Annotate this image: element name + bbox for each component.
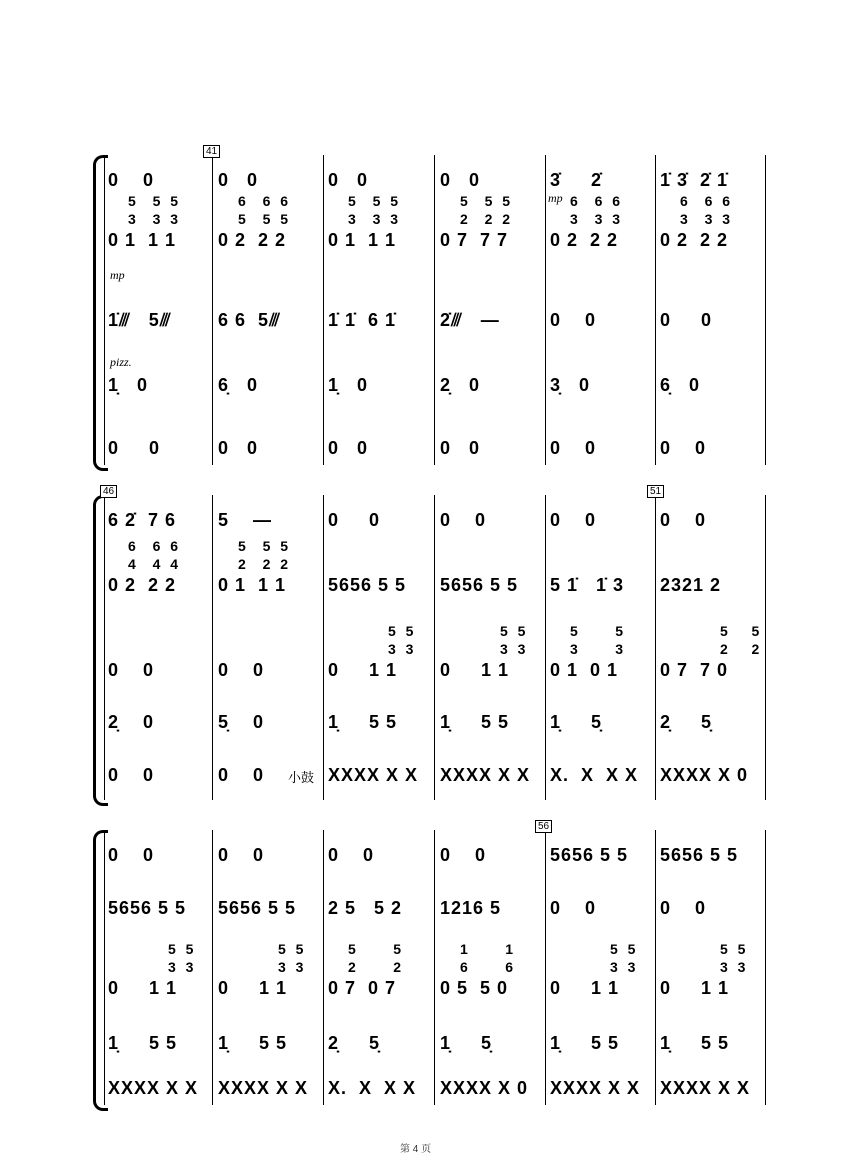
measure-cell: 1̣ 0 — [108, 375, 149, 395]
measure-cell: 6 6 5⫻ — [218, 310, 281, 330]
measure-cell: 1̣ 5 5 — [108, 1033, 178, 1053]
measure-cell: 2̇⫻ — — [440, 310, 500, 330]
measure-cell: 5656 5 5 — [108, 898, 187, 918]
measure-cell: 0 0 — [660, 510, 707, 530]
chord-stack: 5 5 3 3 — [720, 941, 749, 975]
measure-cell: 1̣ 5 5 — [218, 1033, 288, 1053]
chord-stack: 5 5 3 3 — [610, 941, 639, 975]
instrument-label: 小鼓 — [288, 770, 315, 785]
measure-cell: XXXX X X — [108, 1078, 199, 1098]
measure-cell: 5656 5 5 — [660, 845, 739, 865]
measure-cell: XXXX X X — [218, 1078, 309, 1098]
chord-stack: 5 5 3 3 — [168, 941, 197, 975]
measure-cell: 0 0 — [660, 438, 707, 458]
measure-cell: 0 0 — [108, 170, 155, 190]
measure-cell: 0 0 — [550, 310, 597, 330]
measure-cell: 0 0 — [550, 510, 597, 530]
chord-stack: 5 5 5 3 3 3 — [348, 193, 402, 227]
measure-cell: 0 1 1 — [108, 978, 178, 998]
measure-cell: 5 — — [218, 510, 273, 530]
system-line — [104, 830, 105, 1105]
measure-cell: 0 0 — [440, 510, 487, 530]
system-brace — [93, 155, 108, 471]
barline — [212, 155, 213, 465]
measure-number: 56 — [535, 820, 552, 833]
measure-cell: 5656 5 5 — [328, 575, 407, 595]
barline — [323, 830, 324, 1105]
measure-cell: 1̣ 5 5 — [660, 1033, 730, 1053]
system-line — [104, 495, 105, 800]
measure-cell: X. X X X — [328, 1078, 417, 1098]
measure-cell: 5656 5 5 — [550, 845, 629, 865]
measure-cell: XXXX X X — [328, 765, 419, 785]
measure-cell: 0 1 1 — [660, 978, 730, 998]
measure-cell: 2̣ 0 — [108, 712, 155, 732]
measure-number: 46 — [100, 485, 117, 498]
measure-cell: 0 0 — [108, 438, 161, 458]
measure-cell: 0 0 — [440, 438, 481, 458]
measure-cell: 0 1 1 — [440, 660, 510, 680]
measure-cell: XXXX X X — [660, 1078, 751, 1098]
barline — [434, 495, 435, 800]
measure-cell: 0 2 2 2 — [108, 575, 177, 595]
measure-cell: 0 0 — [108, 845, 155, 865]
measure-cell: 0 1 1 1 — [218, 575, 287, 595]
barline — [434, 830, 435, 1105]
measure-cell: 0 0 — [550, 438, 597, 458]
measure-cell: 5656 5 5 — [218, 898, 297, 918]
measure-cell: 6̣ 0 — [218, 375, 259, 395]
measure-cell: 0 1 1 — [328, 660, 398, 680]
measure-cell: 2̣ 5̣ — [660, 712, 713, 732]
chord-stack: 6 6 6 5 5 5 — [238, 193, 292, 227]
measure-cell: 0 0 — [218, 170, 259, 190]
barline — [765, 495, 766, 800]
measure-cell: 0 0 — [218, 660, 265, 680]
chord-stack: 5 5 5 3 3 3 — [128, 193, 182, 227]
measure-cell: 0 0 — [218, 765, 265, 785]
measure-cell: 0 0 — [660, 310, 713, 330]
measure-cell: 1216 5 — [440, 898, 502, 918]
chord-stack: 5 5 2 2 — [720, 623, 763, 657]
system-brace — [93, 495, 108, 806]
measure-cell: XXXX X X — [550, 1078, 641, 1098]
measure-cell: 2̣ 0 — [440, 375, 481, 395]
system-brace — [93, 830, 108, 1111]
measure-cell: 0 5 5 0 — [440, 978, 509, 998]
chord-stack: 5 5 3 3 — [570, 623, 627, 657]
barline — [545, 155, 546, 465]
chord-stack: 5 5 3 3 — [500, 623, 529, 657]
measure-cell: 5656 5 5 — [440, 575, 519, 595]
measure-cell: 1̇ 1̇ 6 1̇ — [328, 310, 397, 330]
barline — [655, 155, 656, 465]
measure-cell: 0 7 0 7 — [328, 978, 397, 998]
measure-cell: 3̣ 0 — [550, 375, 591, 395]
measure-cell: 0 0 — [218, 438, 259, 458]
barline — [323, 495, 324, 800]
measure-cell: X. X X X — [550, 765, 639, 785]
page-footer: 第 4 页 — [400, 1144, 432, 1155]
measure-cell: 0 1 1 1 — [108, 230, 177, 250]
measure-cell: 0 0 — [108, 765, 155, 785]
measure-cell: 0 2 2 2 — [550, 230, 619, 250]
measure-cell: 0 0 — [108, 660, 155, 680]
measure-cell: 0 7 7 7 — [440, 230, 509, 250]
chord-stack: 6 6 6 4 4 4 — [128, 538, 182, 572]
barline — [765, 155, 766, 465]
chord-stack: 5 5 5 2 2 2 — [238, 538, 292, 572]
measure-cell: 0 1 1 1 — [328, 230, 397, 250]
dynamic-mark: mp — [548, 191, 563, 205]
measure-cell: 3̇ 2̇ — [550, 170, 603, 190]
measure-cell: 1̣ 5 5 — [550, 1033, 620, 1053]
measure-cell: 0 1 0 1 — [550, 660, 619, 680]
barline — [655, 830, 656, 1105]
barline — [655, 495, 656, 800]
measure-cell: 2̣ 5̣ — [328, 1033, 381, 1053]
measure-cell: 5 1̇ 1̇ 3 — [550, 575, 625, 595]
measure-cell: 0 7 7 0 — [660, 660, 729, 680]
barline — [323, 155, 324, 465]
chord-stack: 6 6 6 3 3 3 — [680, 193, 734, 227]
barline — [212, 495, 213, 800]
measure-cell: 0 0 — [440, 170, 481, 190]
measure-cell: 0 0 — [660, 898, 707, 918]
barline — [212, 830, 213, 1105]
dynamic-mark: mp — [110, 268, 125, 282]
measure-number: 41 — [203, 145, 220, 158]
measure-cell: 1̣ 5̣ — [440, 1033, 493, 1053]
measure-cell: 2321 2 — [660, 575, 722, 595]
measure-cell: 1̇⫻ 5⫻ — [108, 310, 172, 330]
measure-cell: 0 0 — [218, 845, 265, 865]
chord-stack: 5 5 2 2 — [348, 941, 405, 975]
barline — [434, 155, 435, 465]
measure-cell: 0 0 — [550, 898, 597, 918]
measure-cell: 0 0 — [328, 510, 381, 530]
measure-cell: 0 2 2 2 — [660, 230, 729, 250]
chord-stack: 1 1 6 6 — [460, 941, 517, 975]
measure-cell: 2 5 5 2 — [328, 898, 403, 918]
chord-stack: 5 5 5 2 2 2 — [460, 193, 514, 227]
measure-cell: XXXX X 0 — [660, 765, 749, 785]
barline — [765, 830, 766, 1105]
chord-stack: 6 6 6 3 3 3 — [570, 193, 624, 227]
measure-cell: 0 0 — [328, 170, 369, 190]
measure-number: 51 — [647, 485, 664, 498]
measure-cell: 1̣ 5̣ — [550, 712, 603, 732]
measure-cell: 1̣ 5 5 — [440, 712, 510, 732]
measure-cell: 1̇ 3̇ 2̇ 1̇ — [660, 170, 729, 190]
measure-cell: 0 0 — [328, 438, 369, 458]
measure-cell: 1̣ 0 — [328, 375, 369, 395]
measure-cell: 5̣ 0 — [218, 712, 265, 732]
measure-cell: 0 1 1 — [218, 978, 288, 998]
system-line — [104, 155, 105, 465]
measure-cell: XXXX X X — [440, 765, 531, 785]
pizz-mark: pizz. — [110, 355, 132, 369]
measure-cell: 0 2 2 2 — [218, 230, 287, 250]
measure-cell: 0 0 — [328, 845, 375, 865]
barline — [545, 495, 546, 800]
barline — [545, 830, 546, 1105]
measure-cell: 0 0 — [440, 845, 487, 865]
measure-cell: 6 2̇ 7 6 — [108, 510, 177, 530]
chord-stack: 5 5 3 3 — [388, 623, 417, 657]
chord-stack: 5 5 3 3 — [278, 941, 307, 975]
measure-cell: 6̣ 0 — [660, 375, 701, 395]
measure-cell: XXXX X 0 — [440, 1078, 529, 1098]
measure-cell: 0 1 1 — [550, 978, 620, 998]
measure-cell: 1̣ 5 5 — [328, 712, 398, 732]
